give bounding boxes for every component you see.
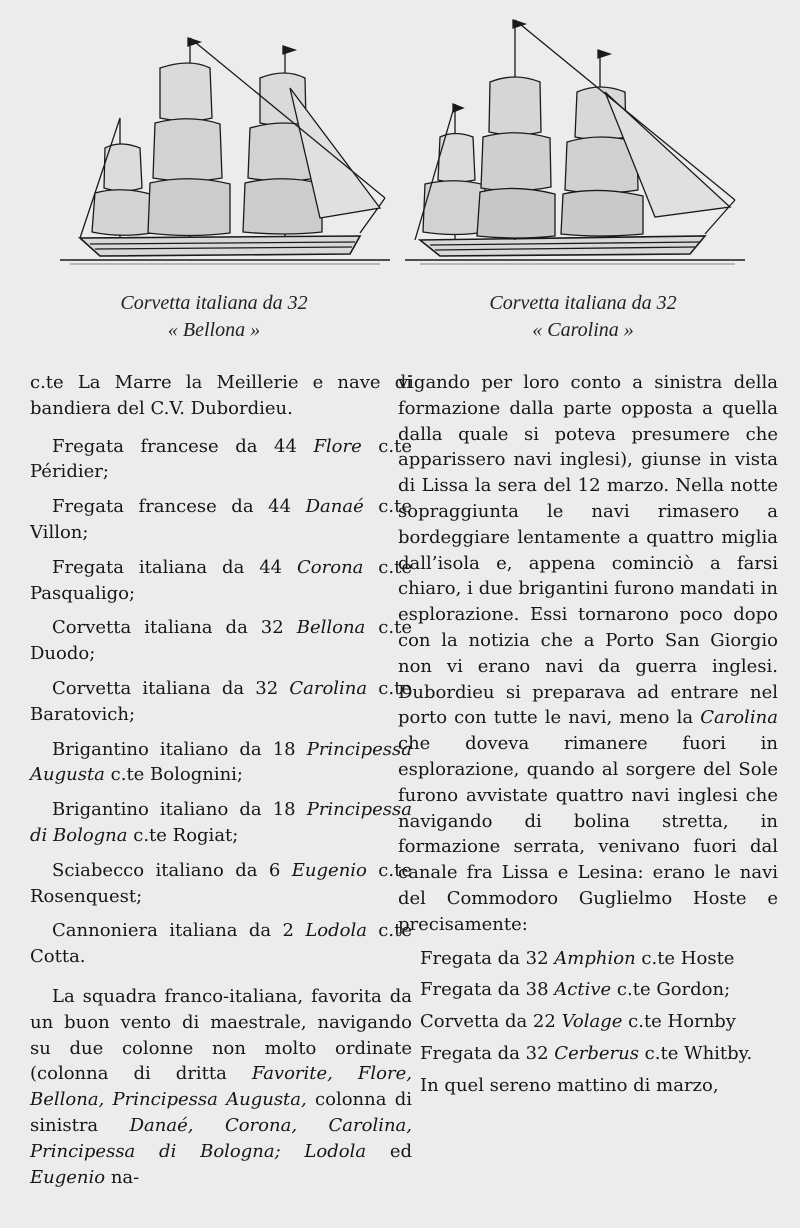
entry-captain: c.te Hornby xyxy=(622,1011,736,1033)
ship-name: Active xyxy=(554,979,612,1001)
entry-captain: c.te Pasqualigo; xyxy=(30,556,412,604)
entry-captain: c.te Villon; xyxy=(30,496,412,543)
caption-line: Corvetta italiana da 32 xyxy=(489,292,677,314)
list-item xyxy=(398,1041,778,1067)
fleet-entry xyxy=(30,434,412,486)
ship-name: Amphion xyxy=(554,947,636,969)
fleet-entry xyxy=(30,615,412,667)
entry-type: Corvetta italiana da 32 xyxy=(52,677,290,699)
entry-captain: c.te Cotta. xyxy=(30,920,413,968)
ship-name: Bellona xyxy=(296,617,366,639)
list-item xyxy=(398,1009,778,1035)
text-run: vigando per loro conto a sinistra della formazione dalla parte opposta a quella dalla quale si poteva presumere che apparissero navi inglesi), giunse in vista di Lissa la sera del 12 marzo. Nella notte sopraggiunta le navi rimasero a bordeggiare lentamente a quattro miglia dall’isola e, appena cominciò a farsi chiaro, i due brigantini furono mandati in esplorazione. Essi tornarono poco dopo con la notizia che a Porto San Giorgio non vi erano navi da guerra inglesi. Dubordieu si preparava ad entrare nel porto con tutte le navi, meno la xyxy=(398,372,778,729)
fleet-entry xyxy=(30,494,412,546)
ship-name: Volage xyxy=(561,1011,623,1033)
right-column xyxy=(398,370,778,1099)
entry-type: Cannoniera italiana da 2 xyxy=(52,920,306,942)
caption-line: Corvetta italiana da 32 xyxy=(120,292,308,314)
ship-name: Principessa Augusta xyxy=(30,738,412,786)
ship-name: Cerberus xyxy=(554,1042,639,1064)
ship-name: Lodola xyxy=(305,920,367,942)
entry-type: Fregata da 38 xyxy=(420,979,555,1001)
caption-ship-name: « Bellona » xyxy=(167,319,261,341)
english-ships-list xyxy=(398,946,778,1067)
list-item xyxy=(398,977,778,1003)
text-run: na- xyxy=(105,1166,140,1188)
intro-text: c.te La Marre la Meillerie e nave di bandiera del C.V. Dubordieu. xyxy=(30,372,412,419)
fleet-entry xyxy=(30,737,412,789)
fleet-entry xyxy=(30,676,412,728)
text-run-italic: Favorite, Flore, Bellona, Principessa Augusta, xyxy=(30,1063,412,1111)
text-run: ed xyxy=(366,1140,412,1162)
left-column xyxy=(30,370,412,1190)
text-run-italic: Danaé, Corona, Carolina, Principessa di Bologna; Lodola xyxy=(30,1114,413,1162)
entry-captain: c.te Bolognini; xyxy=(104,764,243,786)
entry-type: Corvetta italiana da 32 xyxy=(52,617,297,639)
ship-illustration-carolina xyxy=(405,12,745,268)
ship-drawing xyxy=(60,28,390,268)
body-paragraph xyxy=(30,984,412,1190)
ship-illustration-bellona xyxy=(60,28,390,268)
entry-type: Fregata italiana da 44 xyxy=(52,556,298,578)
caption-carolina xyxy=(433,290,733,344)
ship-name: Carolina xyxy=(289,677,368,699)
text-run: che doveva rimanere fuori in esplorazione, quando al sorgere del Sole furono avvistate quattro navi inglesi che navigando di bolina stretta, in formazione serrata, venivano fuori dal canale fra Lissa e Lesina: erano le navi del Commodoro Guglielmo Hoste e precisamente: xyxy=(398,733,778,935)
entry-captain: c.te Baratovich; xyxy=(30,677,412,725)
entry-type: Brigantino italiano da 18 xyxy=(52,738,307,760)
entry-captain: c.te Péridier; xyxy=(30,435,412,483)
ship-name: Principessa di Bologna xyxy=(30,799,412,846)
entry-captain: c.te Hoste xyxy=(635,947,735,969)
entry-type: Fregata francese da 44 xyxy=(52,496,306,518)
caption-bellona xyxy=(64,290,364,344)
entry-captain: c.te Whitby. xyxy=(638,1042,753,1064)
fleet-entry xyxy=(30,858,412,910)
fleet-entry xyxy=(30,918,412,970)
entry-type: Fregata francese da 44 xyxy=(52,435,314,457)
body-paragraph xyxy=(398,370,778,938)
entry-type: Brigantino italiano da 18 xyxy=(52,799,307,821)
fleet-entry xyxy=(30,797,412,849)
entry-captain: c.te Duodo; xyxy=(30,617,412,665)
ship-name: Flore xyxy=(313,435,362,457)
caption-ship-name: « Carolina » xyxy=(532,319,634,341)
ship-drawing xyxy=(405,12,745,268)
text-run: La squadra franco-italiana, favorita da un buon vento di maestrale, navigando su due colonne non molto ordinate (colonna di dritta xyxy=(30,985,412,1085)
ship-name: Eugenio xyxy=(291,859,367,881)
fleet-entry xyxy=(30,555,412,607)
text-run-italic: Eugenio xyxy=(30,1166,106,1188)
entry-type: Sciabecco italiano da 6 xyxy=(52,859,292,881)
text-run: colonna di sinistra xyxy=(30,1089,413,1136)
entry-captain: c.te Gordon; xyxy=(611,979,731,1001)
text-run-italic: Carolina xyxy=(700,707,778,729)
list-item xyxy=(398,946,778,972)
ship-name: Corona xyxy=(297,556,364,578)
entry-captain: c.te Rogiat; xyxy=(127,824,239,846)
entry-type: Corvetta da 22 xyxy=(420,1011,562,1033)
entry-type: Fregata da 32 xyxy=(420,947,555,969)
ship-name: Danaé xyxy=(305,496,364,518)
body-paragraph-last: In quel sereno mattino di marzo, xyxy=(420,1074,719,1096)
entry-type: Fregata da 32 xyxy=(420,1042,555,1064)
entry-captain: c.te Rosenquest; xyxy=(30,859,412,907)
